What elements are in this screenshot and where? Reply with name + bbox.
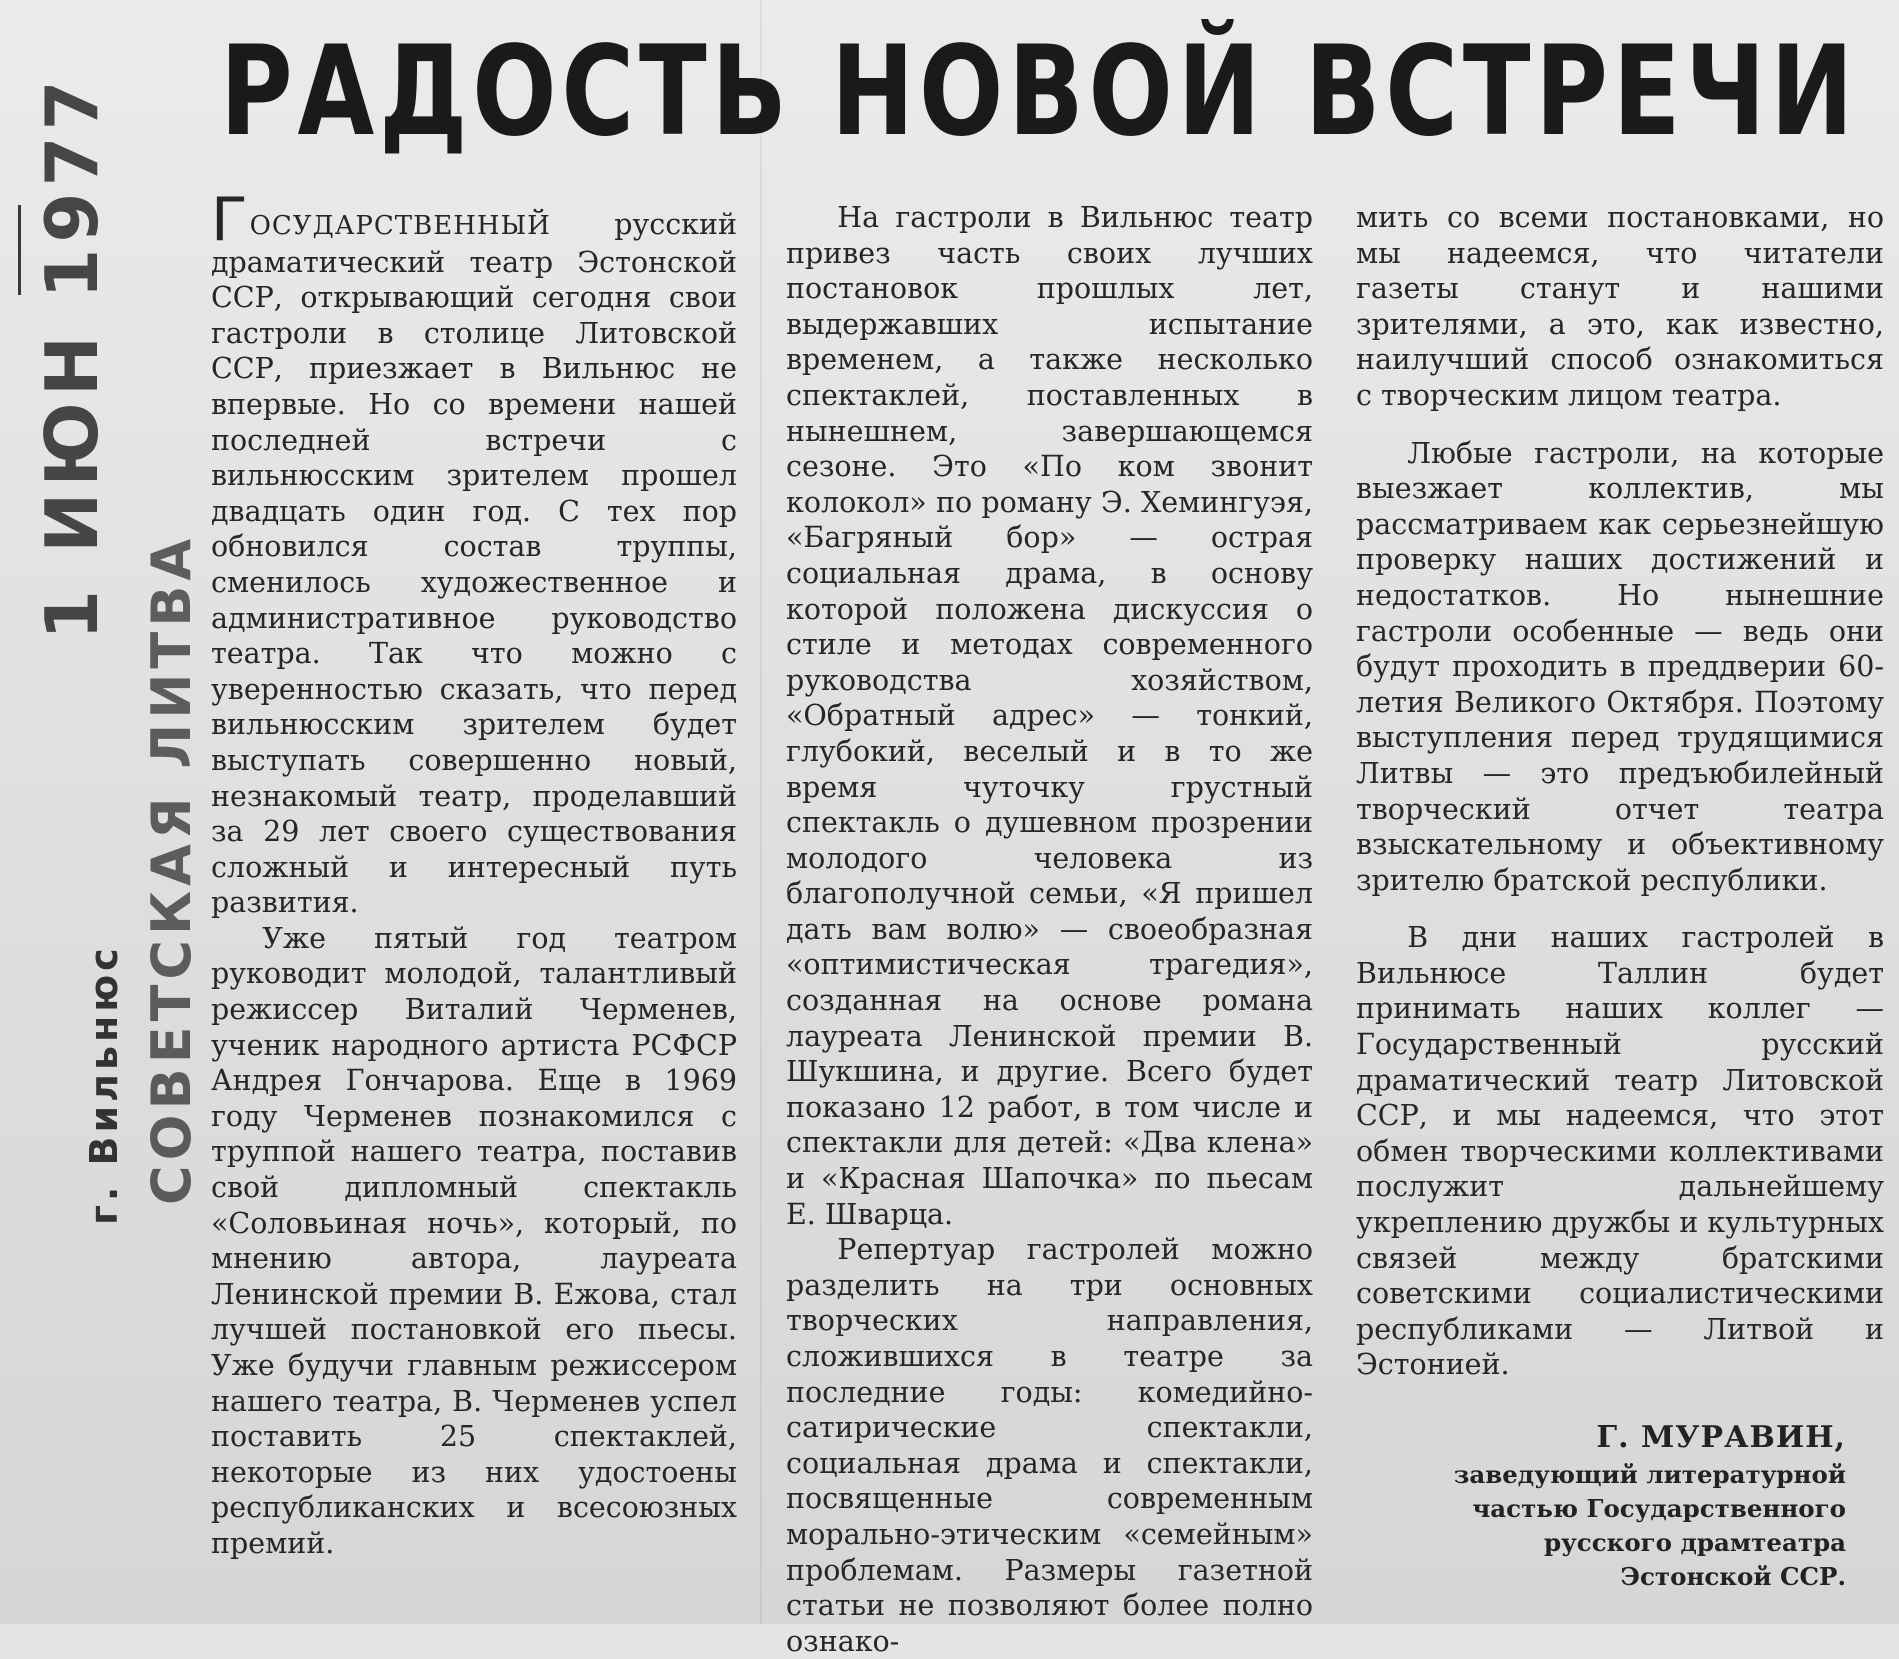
author-position-line: заведующий литературной xyxy=(1453,1460,1846,1489)
paragraph: Любые гастроли, на которые выезжает коллектив, мы рассматриваем как серьезнейшую проверку наших достижений и недостатков. Но нынешние гастроли особенные — ведь они будут проходить в преддверии 60-летия Великого Октября. Поэтому выступления перед трудящимися Литвы — это предъюбилейный творческий отчет театра взыскательному и объективному зрителю братской республики. xyxy=(1356,436,1884,897)
article-column-3 xyxy=(1356,200,1884,1383)
paragraph xyxy=(211,185,737,921)
date-stamp: 1 ИЮН 1977 xyxy=(30,74,114,640)
author-position-line: русского драмтеатра xyxy=(1543,1528,1846,1557)
paper-fold xyxy=(760,0,762,1624)
paragraph: В дни наших гастролей в Вильнюсе Таллин будет принимать наших коллег — Государственный русский драматический театр Литовской ССР, и мы надеемся, что этот обмен творческими коллективами послужит дальнейшему укреплению дружбы и культурных связей между братскими советскими социалистическими республиками — Литвой и Эстонией. xyxy=(1356,921,1884,1382)
drop-cap: Г xyxy=(211,185,248,255)
article-column-1 xyxy=(211,185,737,1562)
lead-word: ОСУДАРСТВЕННЫЙ xyxy=(249,211,551,241)
article-headline: РАДОСТЬ НОВОЙ ВСТРЕЧИ xyxy=(220,20,1859,164)
paragraph: Репертуар гастролей можно разделить на три основных творческих направления, сложившихся в театре за последние годы: комедийно-сатирические спектакли, социальная драма и спектакли, посвященные современным морально-этическим «семейным» проблемам. Размеры газетной статьи не позволяют более полно ознако- xyxy=(786,1233,1313,1658)
paragraph: Уже пятый год театром руководит молодой, талантливый режиссер Виталий Черменев, ученик народного артиста РСФСР Андрея Гончарова. Еще в 1969 году Черменев познакомился с труппой нашего театра, поставив свой дипломный спектакль «Соловьиная ночь», который, по мнению автора, лауреата Ленинской премии В. Ежова, стал лучшей постановкой его пьесы. Уже будучи главным режиссером нашего театра, В. Черменев успел поставить 25 спектаклей, некоторые из них удостоены республиканских и всесоюзных премий. xyxy=(211,921,737,1560)
author-position-line: Эстонской ССР. xyxy=(1620,1562,1846,1591)
city-stamp: г. Вильнюс xyxy=(82,944,126,1225)
article-column-2 xyxy=(786,200,1313,1659)
newspaper-name-stamp: СОВЕТСКАЯ ЛИТВА xyxy=(140,533,203,1205)
margin-rule xyxy=(18,205,21,295)
author-name: Г. МУРАВИН, xyxy=(1596,1420,1846,1455)
author-position-line: частью Государственного xyxy=(1472,1494,1846,1523)
paragraph: мить со всеми постановками, но мы надеемся, что читатели газеты станут и нашими зрителями, а это, как известно, наилучший способ ознакомиться с творческим лицом театра. xyxy=(1356,201,1884,412)
author-signature xyxy=(1360,1418,1846,1594)
paragraph: На гастроли в Вильнюс театр привез часть своих лучших постановок прошлых лет, выдержавших испытание временем, а также несколько спектаклей, поставленных в нынешнем, завершающемся сезоне. Это «По ком звонит колокол» по роману Э. Хемингуэя, «Багряный бор» — острая социальная драма, в основу которой положена дискуссия о стиле и методах современного руководства хозяйством, «Обратный адрес» — тонкий, глубокий, веселый и в то же время чуточку грустный спектакль о душевном прозрении молодого человека из благополучной семьи, «Я пришел дать вам волю» — своеобразная «оптимистическая трагедия», созданная на основе романа лауреата Ленинской премии В. Шукшина, и другие. Всего будет показано 12 работ, в том числе и спектакли для детей: «Два клена» и «Красная Шапочка» по пьесам Е. Шварца. xyxy=(786,201,1313,1231)
paragraph-text: русский драматический театр Эстонской ССР, открывающий сегодня свои гастроли в столице Литовской ССР, приезжает в Вильнюс не впервые. Но со времени нашей последней встречи с вильнюсским зрителем прошел двадцать один год. С тех пор обновился состав труппы, сменилось художественное и административное руководство театра. Так что можно с уверенностью сказать, что перед вильнюсским зрителем будет выступать совершенно новый, незнакомый театр, проделавший за 29 лет своего существования сложный и интересный путь развития. xyxy=(211,208,737,920)
